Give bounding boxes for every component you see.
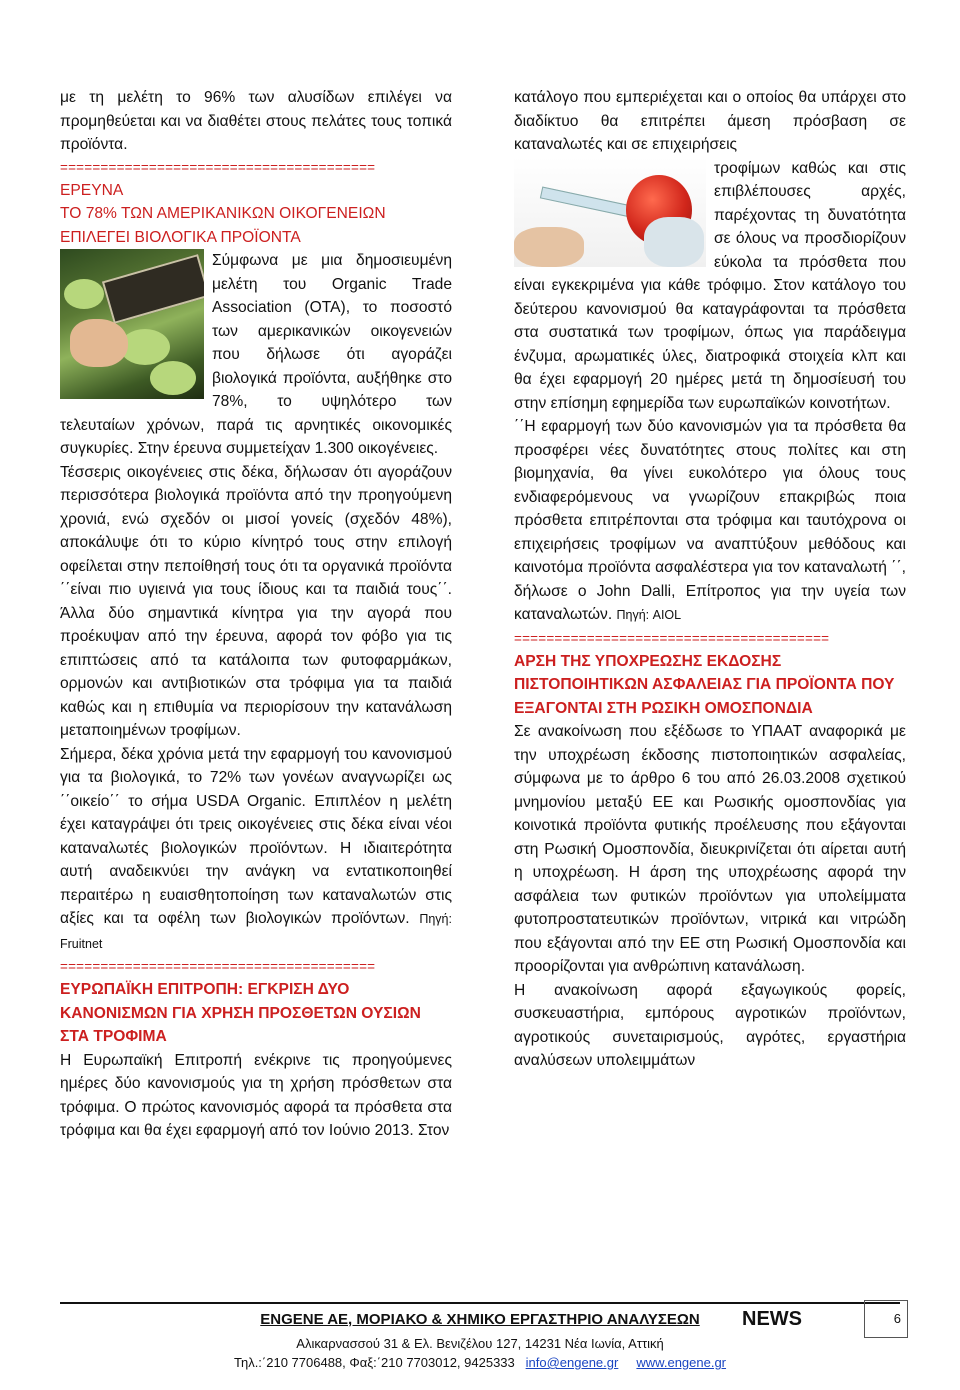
organic-produce-photo — [60, 249, 204, 399]
website-link[interactable]: www.engene.gr — [636, 1355, 727, 1370]
section-separator: ======================================= — [60, 959, 376, 974]
article-paragraph: Η Ευρωπαϊκή Επιτροπή ενέκρινε τις προηγούμενες ημέρες δύο κανονισμούς για τη χρήση πρόσθετων στα τρόφιμα. Ο πρώτος κανονισμός αφορά τα πρόσθετα στα τρόφιμα και θα έχει εφαρμογή από τον Ιούνιο 2013. Στον — [60, 1051, 452, 1139]
source-label: Πηγή: AIOL — [616, 608, 682, 622]
article-heading: ΕΥΡΩΠΑΪΚΗ ΕΠΙΤΡΟΠΗ: ΕΓΚΡΙΣΗ ΔΥΟ ΚΑΝΟΝΙΣΜΩΝ ΓΙΑ ΧΡΗΣΗ ΠΡΟΣΘΕΤΩΝ ΟΥΣΙΩΝ ΣΤΑ ΤΡΟΦΙΜΑ — [60, 981, 421, 1045]
article-paragraph: Σύμφωνα με μια δημοσιευμένη μελέτη του Organic Trade Association (OTA), το ποσοστό των αμερικανικών οικογενειών που δήλωσε ότι αγοράζει βιολογικά προϊόντα, αυξήθηκε στο 78%, το υψηλότερο των τελευταίων χρόνων, παρά τις αρνητικές οικονομικές συγκυρίες. Στην έρευνα συμμετείχαν 1.300 οικογένειες. — [60, 252, 452, 457]
phone-numbers: Τηλ.:΄210 7706488, Φαξ:΄210 7703012, 9425333 — [233, 1355, 515, 1370]
food-additives-photo — [514, 157, 706, 267]
article-paragraph: τροφίμων καθώς και στις επιβλέπουσες αρχές, παρέχοντας τη δυνατότητα σε όλους να προσδιορίζουν εύκολα τα πρόσθετα που είναι εγκεκριμένα για κάθε τρόφιμο. Στον κατάλογο του δεύτερου κανονισμού θα καταγράφονται τα πρόσθετα στα συστατικά των τροφίμων, όπως για παράδειγμα ένζυμα, αρωματικές ύλες, διατροφικά στοιχεία κλπ και θα έχει εφαρμογή 20 ημέρες μετά τη δημοσίευσή του στην επίσημη εφημερίδα των ευρωπαϊκών κοινοτήτων. — [514, 159, 906, 412]
article-paragraph: ΄΄Η εφαρμογή των δύο κανονισμών για τα πρόσθετα θα προσφέρει νέες δυνατότητες στους πολίτες και στη βιομηχανία, θα γίνει ευκολότερο για όλους τους ενδιαφερόμενους να γνωρίζουν επακριβώς ποια πρόσθετα επιτρέπονται στα τρόφιμα και ταυτόχρονα οι επιχειρήσεις τροφίμων να αναπτύξουν μεθόδους και καινοτόμα προϊόντα ασφαλέστερα για τον καταναλωτή ΄΄, δήλωσε ο John Dalli, Επίτροπος για την υγεία των καταναλωτών. Πηγή: AIOL — [514, 418, 906, 623]
company-name: ENGENE AE, ΜΟΡΙΑΚΟ & ΧΗΜΙΚΟ ΕΡΓΑΣΤΗΡΙΟ ΑΝΑΛΥΣΕΩΝ — [260, 1311, 700, 1328]
section-label: ΕΡΕΥΝΑ — [60, 181, 124, 199]
section-separator: ======================================= — [60, 159, 376, 175]
page-number: 6 — [864, 1300, 908, 1338]
contact-line — [60, 1354, 900, 1372]
article-paragraph: κατάλογο που εμπεριέχεται και ο οποίος θα υπάρχει στο διαδίκτυο θα επιτρέπει άμεση πρόσβαση σε καταναλωτές και σε επιχειρήσεις — [514, 89, 906, 153]
article-heading: ΤΟ 78% ΤΩΝ ΑΜΕΡΙΚΑΝΙΚΩΝ ΟΙΚΟΓΕΝΕΙΩΝ ΕΠΙΛΕΓΕΙ ΒΙΟΛΟΓΙΚΑ ΠΡΟΪΟΝΤΑ — [60, 205, 386, 246]
article-heading: ΑΡΣΗ ΤΗΣ ΥΠΟΧΡΕΩΣΗΣ ΕΚΔΟΣΗΣ ΠΙΣΤΟΠΟΙΗΤΙΚΩΝ ΑΣΦΑΛΕΙΑΣ ΓΙΑ ΠΡΟΪΟΝΤΑ ΠΟΥ ΕΞΑΓΟΝΤΑΙ ΣΤΗ ΡΩΣΙΚΗ ΟΜΟΣΠΟΝΔΙΑ — [514, 652, 895, 717]
left-column — [60, 86, 452, 1143]
article-paragraph: Τέσσερις οικογένειες στις δέκα, δήλωσαν ότι αγοράζουν περισσότερα βιολογικά προϊόντα από την προηγούμενη χρονιά, ενώ σχεδόν οι μισοί γονείς (σχεδόν 48%), αποκάλυψε ότι το κύριο κίνητρό τους στην επιλογή οφείλεται στην πεποίθησή τους ότι τα οργανικά προϊόντα ΄΄είναι πιο υγιεινά για τους ίδιους και τα παιδιά τους΄΄. Άλλα δύο σημαντικά κίνητρα για την αγορά που προέκυψαν από την έρευνα, αφορά τον φόβο για τις επιπτώσεις από τα κατάλοιπα των φυτοφαρμάκων, ορμονών και αντιβιοτικών στα τρόφιμα για τα παιδιά καθώς και η επιθυμία να περιορίσουν την κατανάλωση μεταποιημένων τροφίμων. — [60, 463, 452, 739]
article-paragraph: Η ανακοίνωση αφορά εξαγωγικούς φορείς, συσκευαστήρια, εμπόρους αγροτικών προϊόντων, αγροτικούς συνεταιρισμούς, αγρότες, εργαστήρια αναλύσεων υπολειμμάτων — [514, 981, 906, 1069]
news-label: NEWS — [742, 1308, 802, 1330]
footer-divider — [60, 1302, 900, 1304]
company-address: Αλικαρνασσού 31 & Ελ. Βενιζέλου 127, 14231 Νέα Ιωνία, Αττική — [296, 1336, 664, 1351]
right-column — [514, 86, 906, 1073]
email-link[interactable]: info@engene.gr — [525, 1355, 619, 1370]
source-label: Πηγή: Fruitnet — [60, 912, 452, 951]
article-paragraph: Σήμερα, δέκα χρόνια μετά την εφαρμογή του κανονισμού για τα βιολογικά, το 72% των γονέων αναγνωρίζει ως ΄΄οικείο΄΄ το σήμα USDA Organic. Επιπλέον η μελέτη έχει καταγράψει ότι τρεις οικογένειες στις δέκα είναι νέοι καταναλωτές βιολογικών προϊόντων. Η ιδιαιτερότητα αυτή αναδεικνύει την ανάγκη να εντατικοποιηθεί περαιτέρω η ευαισθητοποίηση των καταναλωτών στις αξίες και τα οφέλη των βιολογικών προϊόντων. Πηγή: Fruitnet — [60, 745, 452, 951]
intro-paragraph: με τη μελέτη το 96% των αλυσίδων επιλέγει να προμηθεύεται και να διαθέτει στους πελάτες τους τοπικά προϊόντα. — [60, 89, 452, 153]
article-paragraph: Σε ανακοίνωση που εξέδωσε το ΥΠΑΑΤ αναφορικά με την υποχρέωση έκδοσης πιστοποιητικών ασφαλείας, σύμφωνα με το άρθρο 6 του από 26.03.2008 σχετικού μνημονίου μεταξύ ΕΕ και Ρωσικής ομοσπονδίας για κοινοτικά προϊόντα φυτικής προέλευσης που εξάγονται στη Ρωσική Ομοσπονδία, διευκρινίζεται ότι αίρεται αυτή η υποχρέωση. Η άρση της υποχρέωσης αφορά την ασφάλεια των φυτικών προϊόντων για υπολείμματα φυτοπροστατευτικών προϊόντων, νιτρικά και νιτρώδη που εξάγονται από την ΕΕ στη Ρωσική Ομοσπονδία και προορίζονται για ανθρώπινη κατανάλωση. — [514, 723, 906, 975]
section-separator: ======================================= — [514, 630, 830, 646]
